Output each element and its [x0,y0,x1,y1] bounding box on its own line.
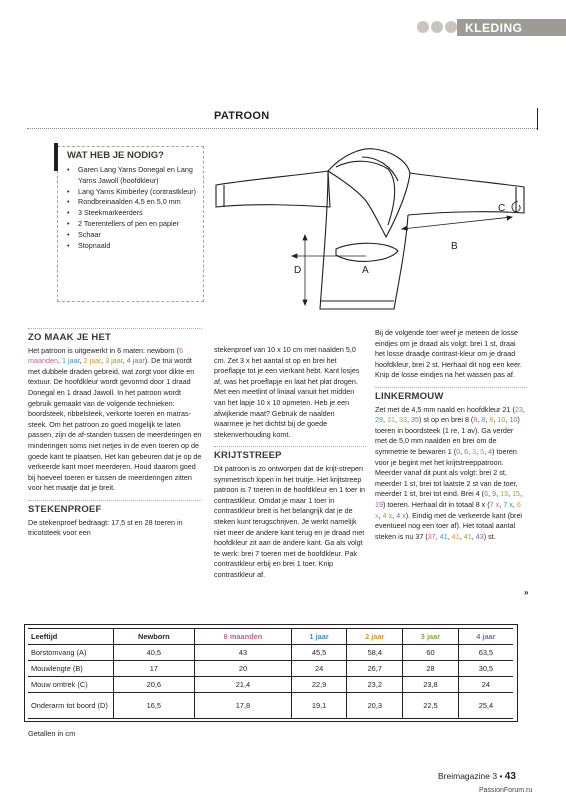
table-cell: 28 [403,661,459,677]
table-cell: 23,2 [347,677,403,693]
header-dot [417,21,429,33]
materials-item: • Rondbreinaalden 4,5 en 5,0 mm [67,197,205,208]
materials-title: WAT HEB JE NODIG? [67,150,164,161]
materials-item: • 3 Steekmarkeerders [67,208,205,219]
table-header-cell: 3 jaar [403,629,459,645]
table-header-cell: 1 jaar [291,629,347,645]
dimension-d-arrowhead-bottom [303,300,307,305]
table-cell: 25,4 [458,693,513,719]
sleeve-paragraph: Zet met de 4,5 mm naald en hoofdkleur 21 (23, 29, 31, 33, 35) st op en brei 8 (8, 8, 8, 10, 10) toeren in boordsteek (1 re, 1 av). Ga verder met de 5,0 mm naalden en brei om de symmetrie te bewaren 1 (0, 6, 3, 5, 4) toeren voor je begint met het krijtstreeppatroon. Meerder vanaf dit punt als volgt: brei 2 st, meerder 1 st, brei tot laatste 2 st van de toer, meerder 1 st, brei tot eind. Brei 4 (6, 9, 13, 15, 19) toeren. Herhaal dit in totaal 8 x (7 x, 7 x, 6 x, 4 x, 4 x). Eindig met de verkeerde kant (brei eventueel nog een toer af). Het totaal aantal steken is nu 37 (37, 41, 41, 41, 43) st. [375,404,525,541]
dimension-d-arrowhead-top [303,235,307,240]
materials-item: • 2 Toerentellers of pen en papier [67,219,205,230]
left-sleeve-outline [216,171,330,207]
materials-item: • Stopnaald [67,241,205,252]
dimension-b-arrowhead-right [507,216,512,220]
watermark: PassionForum.ru [479,787,533,794]
dimension-c-label: C [498,203,506,214]
table-cell: 58,4 [347,645,403,661]
header-dots [417,21,457,33]
table-cell: 30,5 [458,661,513,677]
footer-bullet: • [499,771,503,781]
table-header-cell: 6 maanden [195,629,292,645]
sweater-schematic [212,145,530,323]
table-cell: 17,8 [195,693,292,719]
table-header-cell: Newborn [113,629,195,645]
title-side-rule [537,108,538,130]
stripe-paragraph: Dit patroon is zo ontworpen dat de krijt-strepen symmetrisch lopen in het truitje. Het krijtstreep patroon is 7 toeren in de hoofdkleur en 1 toer in contrastkleur. Omdat je maar 1 toer in contrastkleur breit is het belangrijk dat je de steken kunt terugschrijven. Je werkt namelijk niet meer de andere kant terug en je draad met hoofdkleur zit aan de andere kant. Ga als volgt te werk: brei 7 toeren met de hoofdkleur. Pak contrastkleur erbij en brei 1 toer. Knip contrastkleur af. [214,463,366,579]
materials-item: • Lang Yarns Kimberley (contrastkleur) [67,187,205,198]
dimension-b-arrowhead-left [402,226,408,230]
table-cell: 60 [403,645,459,661]
magazine-name: Breimagazine 3 [438,771,498,781]
table-cell: Mouw omtrek (C) [28,677,113,693]
section-title: LINKERMOUW [375,387,527,403]
table-row [28,661,513,677]
table-cell: 22,5 [403,693,459,719]
table-cell: 43 [195,645,292,661]
intro-paragraph: Het patroon is uitgewerkt in 6 maten: newborn (6 maanden, 1 jaar, 2 jaar, 3 jaar, 4 jaar). De trui wordt met dubbele draden gebreid, wat zorgt voor dikte en textuur. De hoofdkleur wordt gevormd door 1 draad Donegal en 1 draad Jawoll. In het patroon wordt gebruik gemaakt van de volgende technieken: boordsteek, ribbelsteek, verkorte toeren en matras-steek. Om het patroon zo goed mogelijk te laten passen, zijn de af-standen tussen de meerderingen en minderingen soms niet netjes in de even toeren op de goede kant te plaatsen. Het kan gebeuren dat je op de verkeerde kant moet meerderen. Houd daarom goed bij hoeveel toeren er tussen de meerderingen zitten voor het maatje dat je breit. [28,345,202,493]
table-note: Getallen in cm [28,729,76,738]
materials-box-accent [54,143,58,171]
header-dot [431,21,443,33]
size-table [28,628,513,719]
table-cell: 24 [458,677,513,693]
header-dot [445,21,457,33]
section-title: STEKENPROEF [28,500,202,516]
table-cell: 45,5 [291,645,347,661]
table-cell: 21,4 [195,677,292,693]
materials-item: • Schaar [67,230,205,241]
pocket-outline [336,243,398,261]
table-cell: 26,7 [347,661,403,677]
table-row [28,693,513,719]
dimension-a-label: A [362,265,369,276]
table-cell: 24 [291,661,347,677]
dimension-b-label: B [451,241,458,252]
page-footer [438,771,516,782]
dimension-d-label: D [294,265,302,276]
table-cell: Mouwlengte (B) [28,661,113,677]
continue-arrow-icon: » [524,588,529,597]
table-cell: 19,1 [291,693,347,719]
right-sleeve-outline [408,173,524,215]
table-header-cell: 4 jaar [458,629,513,645]
dimension-a-arrowhead [292,254,297,258]
table-header-cell: Leeftijd [28,629,113,645]
title-divider [27,128,537,129]
gauge-paragraph-continued: stekenproef van 10 x 10 cm met naalden 5,0 cm. Zet 3 x het aantal st op en brei het proeflapje tot je een vierkant hebt. Kant losjes af, was het proeflapje en laat het plat drogen. Met een meetlint of liniaal vanuit het midden van het lapje 10 x 10 opmeten. Heb je een afwijkende maat? Gebruik de naalden waarmee je het dichtst bij de goede stekenverhouding komt. [214,345,360,439]
table-cell: Onderarm tot boord (D) [28,693,113,719]
section-title: ZO MAAK JE HET [28,328,202,344]
table-cell: 20 [195,661,292,677]
column-1 [28,328,202,539]
stripe-paragraph-continued: Bij de volgende toer weef je meteen de losse eindjes om je draad als volgt: brei 1 st, draai het losse draadje contrast-kleur om je draad hoofdkleur, brei 2 st. Herhaal dit nog een keer. Knip de losse eindjes na het wassen pas af. [375,328,523,380]
materials-item: • Garen Lang Yarns Donegal en Lang Yarns Jawoll (hoofdkleur) [67,165,205,187]
table-cell: 20,3 [347,693,403,719]
column-2 [214,345,366,580]
table-header-cell: 2 jaar [347,629,403,645]
section-title: KRIJTSTREEP [214,446,366,462]
table-row [28,677,513,693]
table-cell: Borstomvang (A) [28,645,113,661]
column-3 [375,328,527,542]
gauge-paragraph: De stekenproef bedraagt: 17,5 st en 28 toeren in tricotsteek voor een [28,517,183,538]
table-cell: 40,5 [113,645,195,661]
table-cell: 17 [113,661,195,677]
materials-list [67,165,205,251]
table-cell: 20,6 [113,677,195,693]
pattern-title: PATROON [214,110,270,122]
hood-fold [336,161,395,225]
table-cell: 22,9 [291,677,347,693]
table-cell: 63,5 [458,645,513,661]
dimension-b-line [402,217,512,229]
page-number: 43 [504,771,516,782]
table-cell: 16,5 [113,693,195,719]
table-header-row [28,629,513,645]
section-tab: KLEDING [457,19,566,36]
table-row [28,645,513,661]
table-cell: 23,8 [403,677,459,693]
